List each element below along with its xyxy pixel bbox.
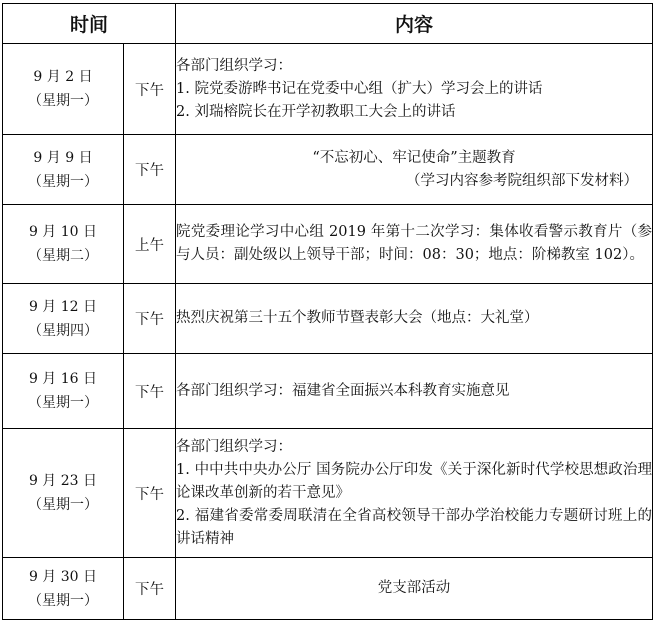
content-line: 各部门组织学习：福建省全面振兴本科教育实施意见 [176, 382, 510, 399]
content-line: 党支部活动 [377, 580, 451, 596]
table-row [3, 558, 653, 620]
period-cell: 下午 [124, 558, 176, 620]
date-text: 9 月 2 日 [33, 69, 93, 85]
table-row [3, 44, 653, 135]
header-content: 内容 [176, 4, 653, 44]
content-line: （学习内容参考院组织部下发材料） [406, 172, 639, 189]
content-line: 2. 刘瑞榕院长在开学初教职工大会上的讲话 [176, 103, 456, 120]
content-cell [176, 44, 653, 135]
weekday-text: （星期四） [28, 322, 98, 339]
header-time: 时间 [3, 4, 176, 44]
date-cell [3, 429, 124, 558]
date-cell [3, 205, 124, 284]
date-text: 9 月 9 日 [33, 149, 93, 166]
date-cell [3, 354, 124, 429]
header-row [3, 4, 653, 44]
date-text: 9 月 10 日 [28, 224, 98, 240]
content-cell [176, 205, 653, 284]
period-cell: 下午 [124, 135, 176, 205]
date-cell [3, 284, 124, 354]
weekday-text: （星期二） [28, 248, 98, 264]
content-line: “不忘初心、牢记使命”主题教育 [312, 149, 516, 166]
content-line: 1. 院党委游晔书记在党委中心组（扩大）学习会上的讲话 [176, 80, 543, 97]
period-cell: 下午 [124, 284, 176, 354]
content-line: 热烈庆祝第三十五个教师节暨表彰大会（地点：大礼堂） [176, 310, 539, 326]
period-cell: 上午 [124, 205, 176, 284]
content-cell [176, 284, 653, 354]
content-cell [176, 558, 653, 620]
schedule-table [2, 3, 653, 620]
content-cell [176, 135, 653, 205]
weekday-text: （星期一） [28, 173, 98, 190]
period-cell: 下午 [124, 354, 176, 429]
date-text: 9 月 30 日 [28, 568, 98, 585]
date-cell [3, 558, 124, 620]
content-line: 2. 福建省委常委周联清在全省高校领导干部办学治校能力专题研讨班上的讲话精神 [176, 507, 653, 547]
weekday-text: （星期一） [28, 592, 98, 609]
table-row [3, 205, 653, 284]
date-cell [3, 44, 124, 135]
weekday-text: （星期一） [28, 497, 98, 513]
content-line: 1. 中中共中央办公厅 国务院办公厅印发《关于深化新时代学校思想政治理论课改革创新的若干意见》 [176, 461, 653, 501]
period-cell: 下午 [124, 429, 176, 558]
content-line: 各部门组织学习： [176, 438, 293, 455]
content-cell [176, 429, 653, 558]
date-cell [3, 135, 124, 205]
weekday-text: （星期一） [28, 395, 98, 411]
weekday-text: （星期一） [28, 93, 98, 109]
date-text: 9 月 12 日 [28, 298, 98, 315]
content-line: 院党委理论学习中心组 2019 年第十二次学习：集体收看警示教育片（参与人员：副处级以上领导干部；时间：08：30；地点：阶梯教室 102）。 [176, 224, 653, 263]
table-row [3, 429, 653, 558]
table-row [3, 354, 653, 429]
content-line: 各部门组织学习： [176, 57, 293, 74]
table-row [3, 284, 653, 354]
table-row [3, 135, 653, 205]
content-cell [176, 354, 653, 429]
date-text: 9 月 16 日 [28, 371, 98, 387]
period-cell: 下午 [124, 44, 176, 135]
date-text: 9 月 23 日 [28, 473, 98, 489]
